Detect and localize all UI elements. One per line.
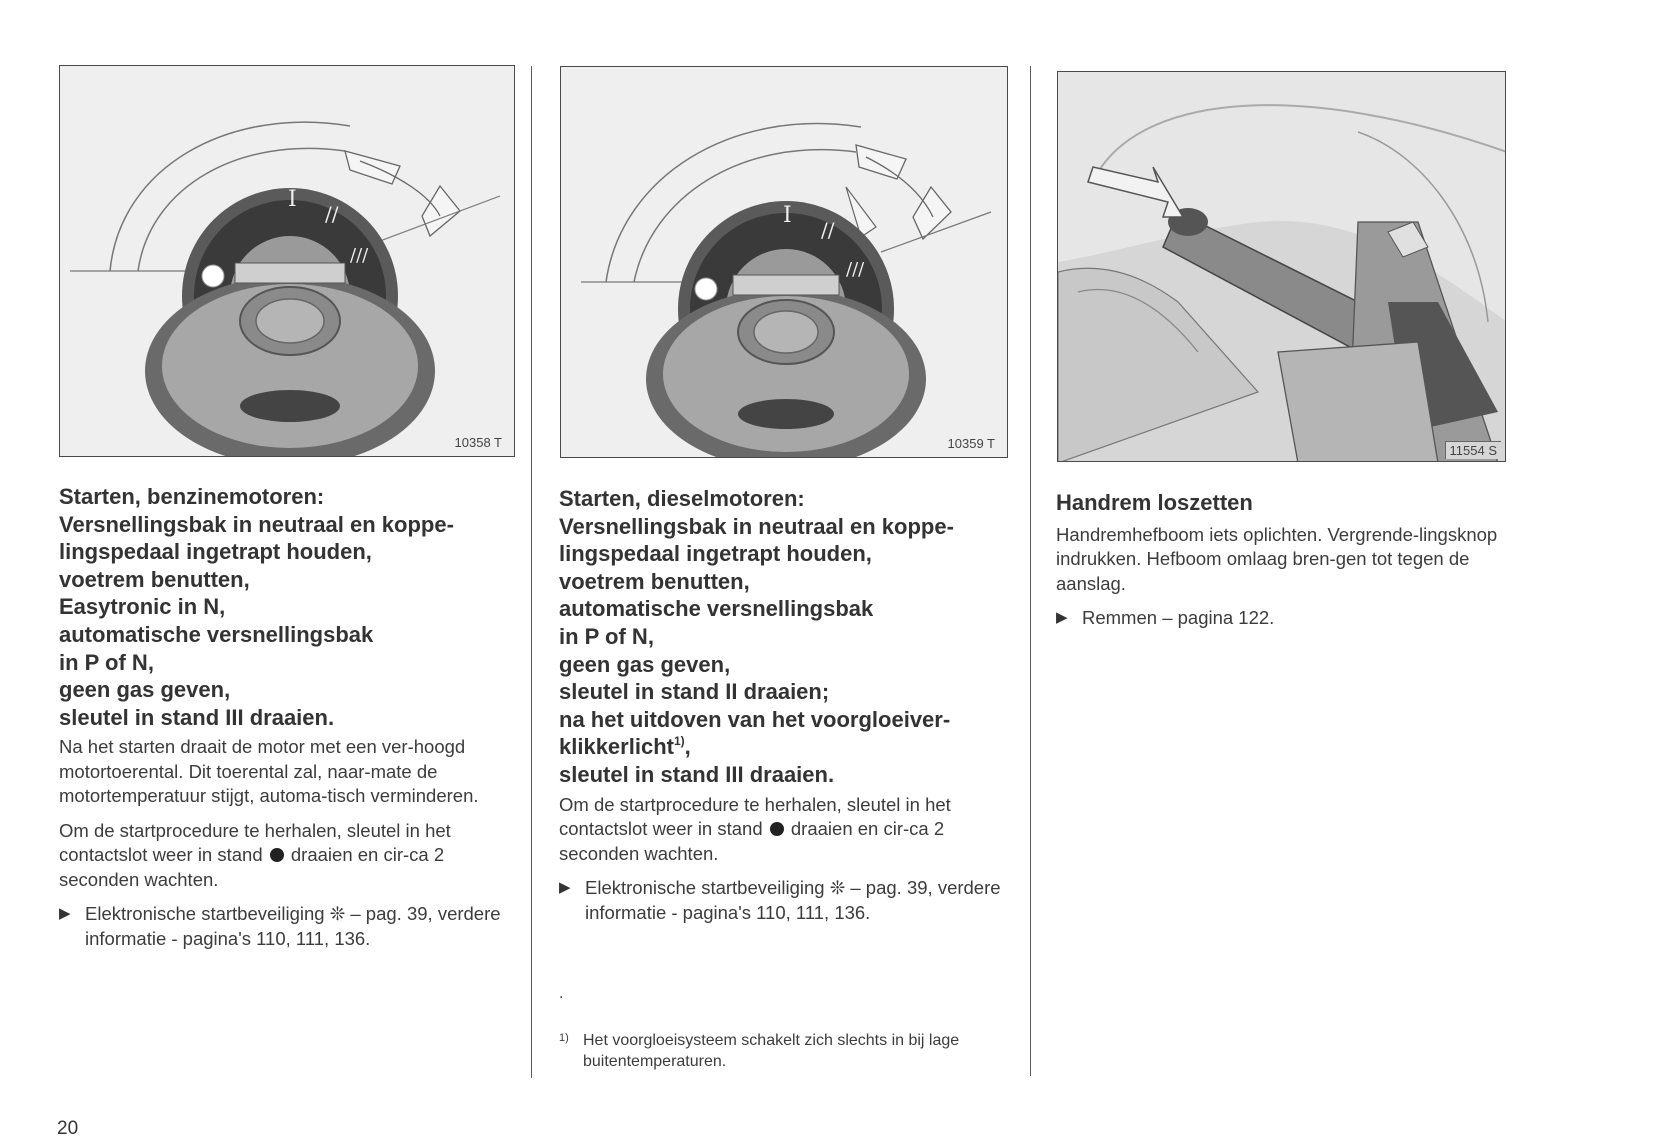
cross-reference-line-a: Elektronische startbeveiliging ❊ – pag. 39, — [585, 877, 933, 899]
section-starting-diesel — [559, 485, 1009, 935]
figure-ignition-petrol — [59, 65, 515, 457]
paragraph-restart — [559, 793, 1009, 867]
handbrake-illustration — [1058, 72, 1506, 462]
section-body — [59, 735, 519, 951]
restart-text-b: draaien en cir-ca 2 seconden wachten. — [59, 844, 445, 890]
heading-line: sleutel in stand III draaien. — [559, 761, 835, 787]
svg-text://: // — [325, 202, 339, 226]
heading-line — [559, 733, 1009, 761]
svg-text:I: I — [783, 203, 792, 228]
heading-line: Starten, benzinemotoren: — [59, 484, 325, 509]
heading-line: lingspedaal ingetrapt houden, — [59, 539, 372, 565]
heading-comma: , — [684, 734, 691, 760]
figure-handbrake — [1057, 71, 1506, 462]
heading-line: in P of N, — [59, 649, 154, 675]
paragraph-handbrake: Handremhefboom iets oplichten. Vergrende-lingsknop indrukken. Hefboom omlaag bren-gen tot tegen de aanslag. — [1056, 523, 1498, 594]
heading-line: automatische versnellingsbak — [59, 621, 374, 647]
heading-line: geen gas geven, — [59, 677, 231, 703]
svg-text:///: /// — [846, 259, 865, 280]
position-dot-icon — [270, 848, 284, 862]
stray-mark: . — [559, 985, 564, 1002]
section-heading — [1056, 489, 1506, 517]
cross-reference — [59, 902, 519, 951]
svg-text:///: /// — [350, 245, 369, 266]
heading-line: Easytronic in N, — [59, 594, 226, 620]
svg-text://: // — [821, 218, 835, 242]
column-divider-1 — [531, 66, 532, 1078]
footnote-text: Het voorgloeisysteem schakelt zich slechts in bij lage buitentemperaturen. — [583, 1032, 960, 1070]
triangle-bullet-icon: ▶ — [1056, 609, 1068, 627]
heading-line: geen gas geven, — [559, 651, 731, 677]
heading-line: Starten, dieselmotoren: — [559, 486, 805, 511]
heading-line: Versnellingsbak in neutraal en koppe- — [559, 513, 954, 539]
heading-line: voetrem benutten, — [59, 566, 250, 592]
section-starting-petrol — [59, 483, 519, 961]
cross-reference-line-b: verdere informatie - pagina's 110, 111, 136. — [85, 903, 501, 949]
heading-line: sleutel in stand III draaien. — [59, 704, 335, 730]
paragraph-engine-speed: Na het starten draait de motor met een ver-hoogd motortoerental. Dit toerental zal, naar-mate de motortemperatuur stijgt, automa-tisch verminderen. — [59, 736, 479, 807]
figure-code: 11554 S — [1445, 441, 1501, 459]
heading-line: na het uitdoven van het voorgloeiver- — [559, 706, 951, 732]
footnote-mark: 1) — [559, 1032, 569, 1044]
cross-reference-text — [85, 902, 519, 951]
heading-line-text: klikkerlicht — [559, 734, 674, 760]
heading-line: Versnellingsbak in neutraal en koppe- — [59, 511, 454, 537]
heading-line: automatische versnellingsbak — [559, 596, 874, 622]
heading-line: lingspedaal ingetrapt houden, — [559, 541, 872, 567]
heading-line: sleutel in stand II draaien; — [559, 679, 830, 705]
section-body — [1056, 523, 1506, 631]
footnote-reference: 1) — [673, 734, 685, 749]
page-number: 20 — [57, 1118, 79, 1139]
cross-reference — [1056, 606, 1506, 631]
cross-reference-text — [585, 876, 1009, 925]
position-dot-icon — [770, 822, 784, 836]
ignition-lock-illustration — [60, 66, 515, 457]
section-handbrake-release — [1056, 489, 1506, 641]
paragraph-restart — [59, 819, 519, 893]
heading-line: Handrem loszetten — [1056, 490, 1253, 515]
cross-reference-text: Remmen – pagina 122. — [1082, 607, 1275, 629]
restart-text-a: Om de startprocedure te herhalen, sleutel in het contactslot weer in stand — [59, 819, 451, 866]
footnote — [559, 1030, 1009, 1072]
triangle-bullet-icon: ▶ — [59, 905, 71, 923]
figure-code: 10358 T — [454, 435, 502, 450]
section-heading — [59, 483, 519, 731]
svg-text:I: I — [288, 187, 297, 212]
restart-text-a: Om de startprocedure te herhalen, sleutel in het contactslot weer in stand — [559, 793, 951, 840]
heading-line: voetrem benutten, — [559, 568, 750, 594]
triangle-bullet-icon: ▶ — [559, 879, 571, 897]
restart-text-b: draaien en cir-ca 2 seconden wachten. — [559, 818, 945, 864]
section-body — [559, 793, 1009, 926]
cross-reference-line-b: verdere informatie - pagina's 110, 111, 136. — [585, 877, 1001, 923]
figure-code: 10359 T — [947, 436, 995, 451]
section-heading — [559, 485, 1009, 789]
column-divider-2 — [1030, 66, 1031, 1076]
ignition-lock-illustration — [561, 67, 1008, 458]
cross-reference-line-a: Elektronische startbeveiliging ❊ – pag. 39, — [85, 903, 433, 925]
heading-line: in P of N, — [559, 623, 654, 649]
figure-ignition-diesel — [560, 66, 1008, 458]
cross-reference — [559, 876, 1009, 925]
